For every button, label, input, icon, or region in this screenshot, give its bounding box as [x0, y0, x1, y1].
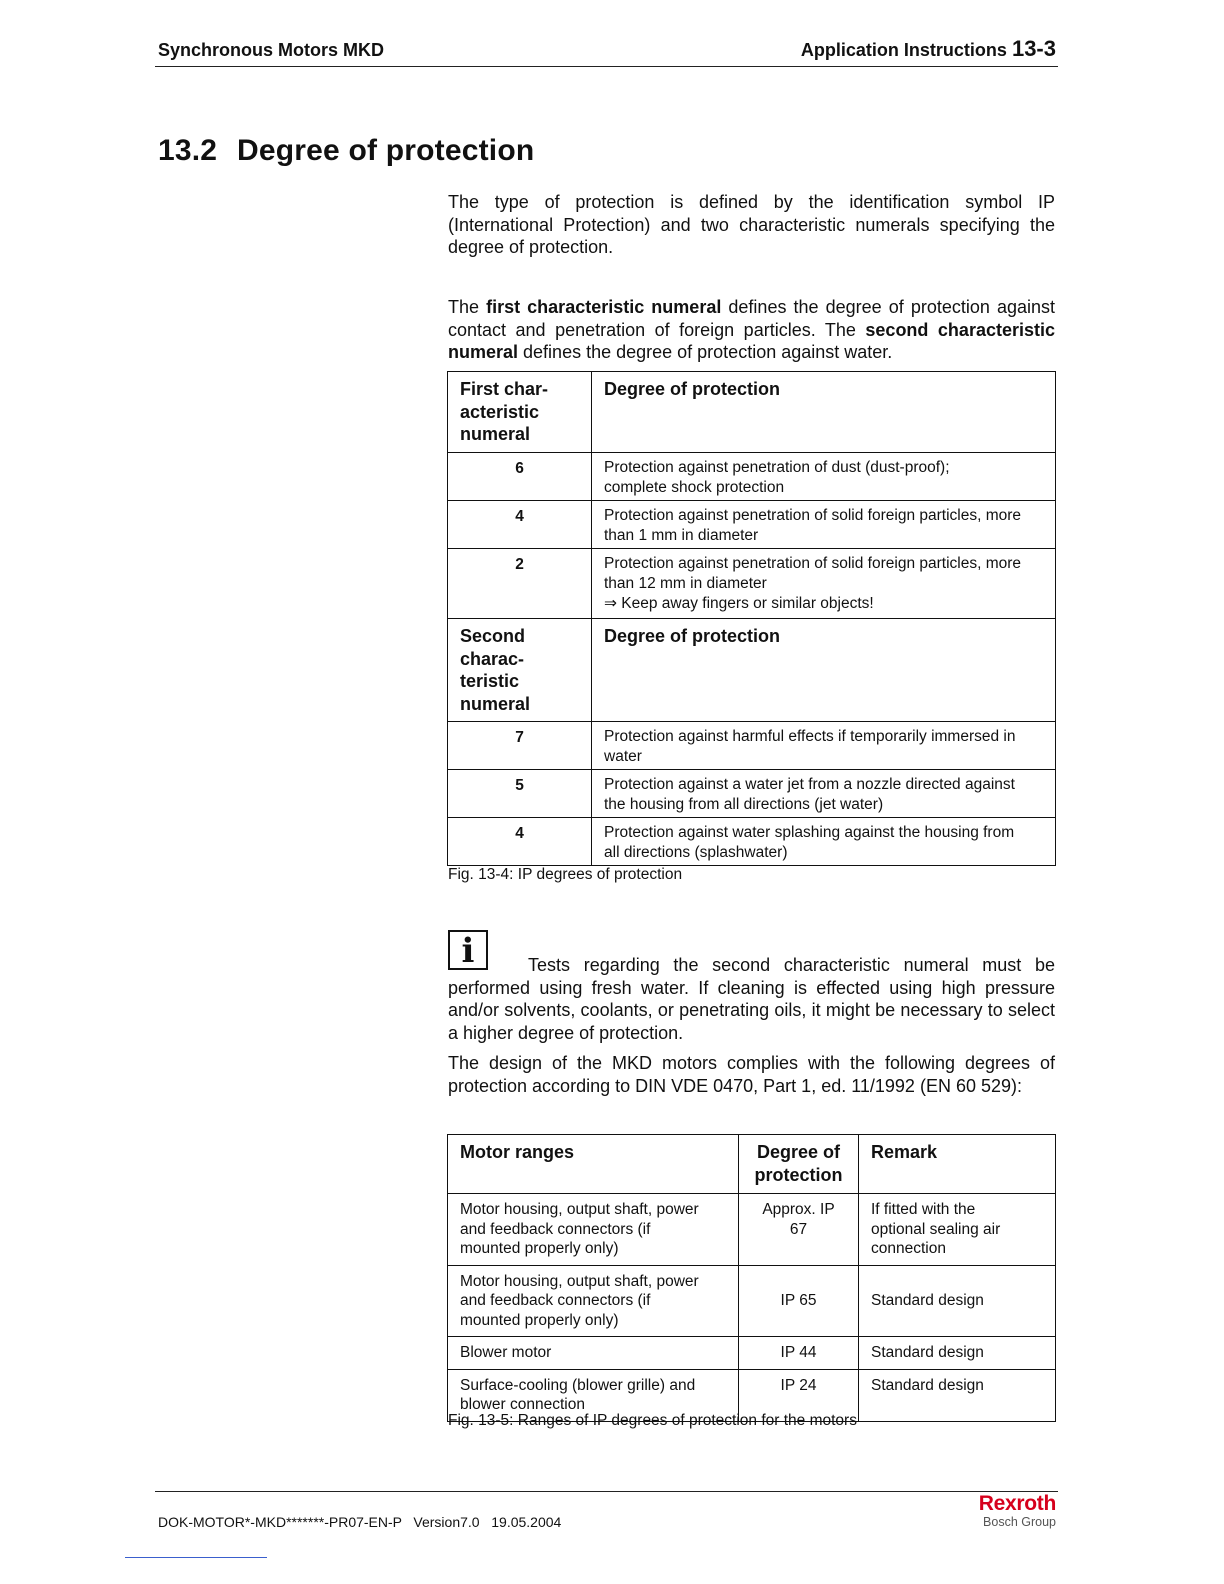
- logo-brand: Rexroth: [978, 1492, 1056, 1515]
- section-title: Degree of protection: [237, 134, 535, 167]
- range-cell: Motor housing, output shaft, power and feedback connectors (if mounted properly only): [448, 1194, 739, 1266]
- info-icon: i: [448, 930, 488, 970]
- table1-header-second-col1: Second charac- teristic numeral: [448, 619, 592, 722]
- description-cell: Protection against penetration of solid foreign particles, more than 12 mm in diameter ⇒ Keep away fingers or similar objects!: [592, 549, 1056, 619]
- footer-rule: [155, 1491, 1058, 1492]
- intro-paragraph: The type of protection is defined by the identification symbol IP (International Protection) and two characteristic numerals specifying the degree of protection.: [448, 192, 1055, 257]
- remark-cell: Standard design: [859, 1369, 1056, 1421]
- note-text: Tests regarding the second characteristic numeral must be performed using fresh water. If cleaning is effected using high pressure and/or solvents, coolants, or penetrating oils, it might be necessary to select a higher degree of protection.: [448, 955, 1055, 1043]
- header-right-title: Application Instructions: [800, 40, 1007, 60]
- note-paragraph: [448, 954, 1055, 1044]
- numeral-cell: 7: [448, 722, 592, 770]
- range-cell: Surface-cooling (blower grille) and blower connection: [448, 1369, 739, 1421]
- description-cell: Protection against penetration of dust (dust-proof); complete shock protection: [592, 453, 1056, 501]
- logo-subtitle: Bosch Group: [983, 1515, 1056, 1529]
- header-motor-ranges: Motor ranges: [448, 1135, 739, 1194]
- para2-bold-first: first characteristic numeral: [486, 297, 722, 317]
- rexroth-logo: [979, 1492, 1056, 1529]
- degree-cell: IP 44: [739, 1337, 859, 1370]
- range-cell: Blower motor: [448, 1337, 739, 1370]
- table-row: [448, 549, 1056, 619]
- numeral-cell: 4: [448, 818, 592, 866]
- table-row: [448, 770, 1056, 818]
- description-cell: Protection against a water jet from a nozzle directed against the housing from all directions (jet water): [592, 770, 1056, 818]
- degree-cell: IP 24: [739, 1369, 859, 1421]
- ip-degrees-table: [447, 371, 1056, 866]
- table-row: [448, 501, 1056, 549]
- table2-header-row: [448, 1135, 1056, 1194]
- figure-caption-13-4: Fig. 13-4: IP degrees of protection: [448, 866, 683, 883]
- header-degree: Degree of protection: [739, 1135, 859, 1194]
- numeral-cell: 4: [448, 501, 592, 549]
- para2-bold-second: second characteristic numeral: [448, 319, 1055, 362]
- link-underline: [125, 1557, 267, 1558]
- description-cell: Protection against water splashing against the housing from all directions (splashwater): [592, 818, 1056, 866]
- numeral-cell: 2: [448, 549, 592, 619]
- table1-header-second-col2: Degree of protection: [592, 619, 1056, 722]
- section-number: 13.2: [158, 134, 218, 167]
- table-row: [448, 1265, 1056, 1337]
- remark-cell: Standard design: [859, 1337, 1056, 1370]
- remark-cell: Standard design: [859, 1265, 1056, 1337]
- motor-ranges-table: [447, 1134, 1056, 1422]
- table1-header-first: [448, 372, 1056, 453]
- figure-caption-13-5: Fig. 13-5: Ranges of IP degrees of protection for the motors: [448, 1412, 857, 1429]
- para2-text-e: defines the degree of protection against water.: [518, 342, 893, 362]
- table-row: [448, 453, 1056, 501]
- table1-header-first-col2: Degree of protection: [592, 372, 1056, 453]
- section-heading: [158, 134, 534, 168]
- degree-cell: IP 65: [739, 1265, 859, 1337]
- table-row: [448, 1194, 1056, 1266]
- table-row: [448, 818, 1056, 866]
- header-right: [801, 36, 1056, 62]
- table1-header-second: [448, 619, 1056, 722]
- page-number: 13-3: [1011, 36, 1056, 61]
- description-cell: Protection against penetration of solid foreign particles, more than 1 mm in diameter: [592, 501, 1056, 549]
- compliance-paragraph: The design of the MKD motors complies with the following degrees of protection according to DIN VDE 0470, Part 1, ed. 11/1992 (EN 60 529):: [448, 1053, 1055, 1096]
- header-rule: [155, 66, 1058, 67]
- degree-cell: Approx. IP 67: [739, 1194, 859, 1266]
- table-row: [448, 1337, 1056, 1370]
- para2-text-c: defines the degree of protection against contact and penetration of foreign particles. The: [448, 297, 1055, 340]
- footer-doc-id: DOK-MOTOR*-MKD*******-PR07-EN-P Version7.0 19.05.2004: [158, 1514, 562, 1530]
- numerals-paragraph: [448, 296, 1055, 364]
- header-left-title: Synchronous Motors MKD: [158, 40, 385, 60]
- description-cell: Protection against harmful effects if temporarily immersed in water: [592, 722, 1056, 770]
- table-row: [448, 722, 1056, 770]
- numeral-cell: 6: [448, 453, 592, 501]
- numeral-cell: 5: [448, 770, 592, 818]
- remark-cell: If fitted with the optional sealing air connection: [859, 1194, 1056, 1266]
- table1-header-first-col1: First char- acteristic numeral: [448, 372, 592, 453]
- range-cell: Motor housing, output shaft, power and feedback connectors (if mounted properly only): [448, 1265, 739, 1337]
- para2-text-a: The: [448, 297, 487, 317]
- header-remark: Remark: [859, 1135, 1056, 1194]
